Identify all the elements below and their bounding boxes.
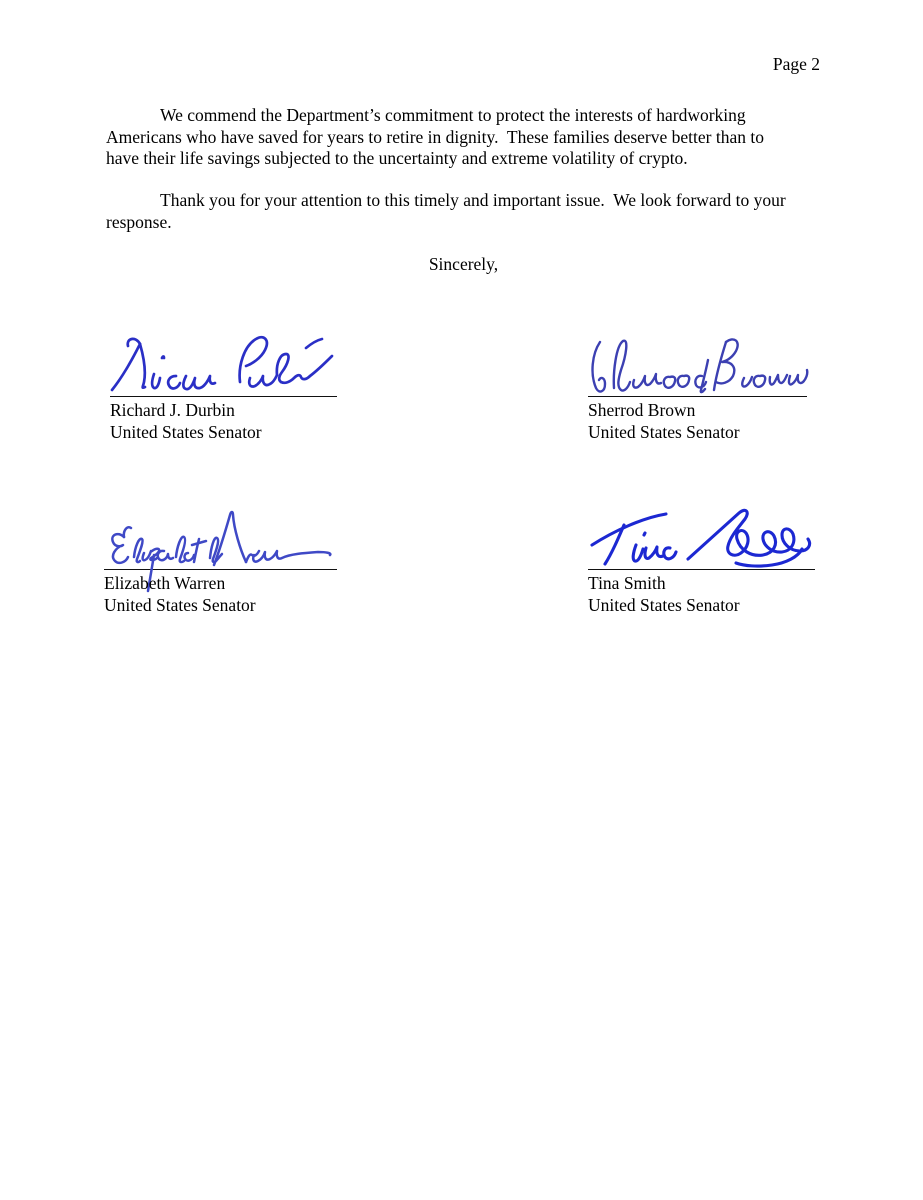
senator-name: Sherrod Brown	[588, 400, 696, 420]
signature-block-durbin	[110, 332, 337, 444]
paragraph-commend	[106, 105, 821, 170]
warren-signature-image	[104, 505, 337, 569]
page-number: Page 2	[772, 54, 820, 74]
smith-signature-image	[588, 505, 815, 569]
paragraph-line: Americans who have saved for years to retire in dignity. These families deserve better than to	[106, 126, 764, 147]
signature-line	[588, 505, 815, 570]
senator-title: United States Senator	[104, 595, 256, 616]
paragraph-thanks	[106, 190, 821, 233]
signature-block-smith	[588, 505, 815, 617]
paragraph-line: have their life savings subjected to the uncertainty and extreme volatility of crypto.	[106, 148, 688, 169]
signature-line	[588, 332, 807, 397]
signature-line	[104, 505, 337, 570]
closing-sincerely: Sincerely,	[428, 254, 499, 274]
senator-name: Richard J. Durbin	[110, 400, 235, 420]
paragraph-line: Thank you for your attention to this timely and important issue. We look forward to your	[160, 190, 786, 210]
paragraph-line: We commend the Department’s commitment to protect the interests of hardworking	[160, 105, 746, 125]
senator-name: Tina Smith	[588, 573, 666, 593]
senator-title: United States Senator	[588, 595, 740, 616]
durbin-signature-image	[110, 332, 337, 396]
signature-block-warren	[104, 505, 337, 617]
senator-title: United States Senator	[110, 422, 262, 443]
brown-signature-image	[588, 332, 807, 396]
senator-title: United States Senator	[588, 422, 740, 443]
signature-line	[110, 332, 337, 397]
paragraph-line: response.	[106, 211, 172, 232]
signature-block-brown	[588, 332, 807, 444]
senator-name: Elizabeth Warren	[104, 573, 226, 593]
